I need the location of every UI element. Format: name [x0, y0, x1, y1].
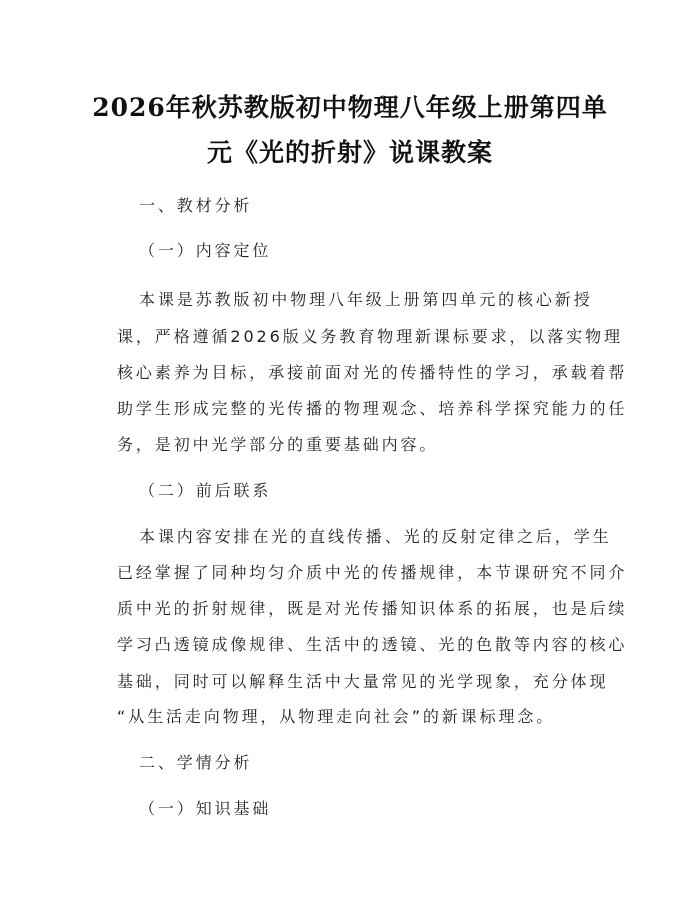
paragraph-line: 务，是初中光学部分的重要基础内容。: [117, 435, 439, 454]
subsection-heading: （二）前后联系: [139, 481, 272, 500]
paragraph-line: 已经掌握了同种均匀介质中光的传播规律，本节课研究不同介: [117, 563, 628, 582]
paragraph-line: 质中光的折射规律，既是对光传播知识体系的拓展，也是后续: [117, 599, 628, 618]
document-title-line-1: 2026年秋苏教版初中物理八年级上册第四单: [92, 93, 608, 122]
paragraph-line: 核心素养为目标，承接前面对光的传播特性的学习，承载着帮: [117, 363, 628, 382]
subsection-heading: （一）知识基础: [139, 799, 272, 818]
paragraph-line: 课，严格遵循2026版义务教育物理新课标要求，以落实物理: [117, 327, 623, 346]
document-title-line-2: 元《光的折射》说课教案: [206, 138, 493, 167]
paragraph-line: “从生活走向物理，从物理走向社会”的新课标理念。: [117, 707, 556, 726]
section-heading: 一、教材分析: [139, 196, 253, 215]
section-heading: 二、学情分析: [139, 753, 253, 772]
subsection-heading: （一）内容定位: [139, 241, 272, 260]
paragraph-line: 本课是苏教版初中物理八年级上册第四单元的核心新授: [139, 290, 593, 309]
paragraph-line: 本课内容安排在光的直线传播、光的反射定律之后，学生: [139, 527, 612, 546]
paragraph-line: 助学生形成完整的光传播的物理观念、培养科学探究能力的任: [117, 399, 628, 418]
paragraph-line: 基础，同时可以解释生活中大量常见的光学现象，充分体现: [117, 672, 609, 691]
paragraph-line: 学习凸透镜成像规律、生活中的透镜、光的色散等内容的核心: [117, 635, 628, 654]
